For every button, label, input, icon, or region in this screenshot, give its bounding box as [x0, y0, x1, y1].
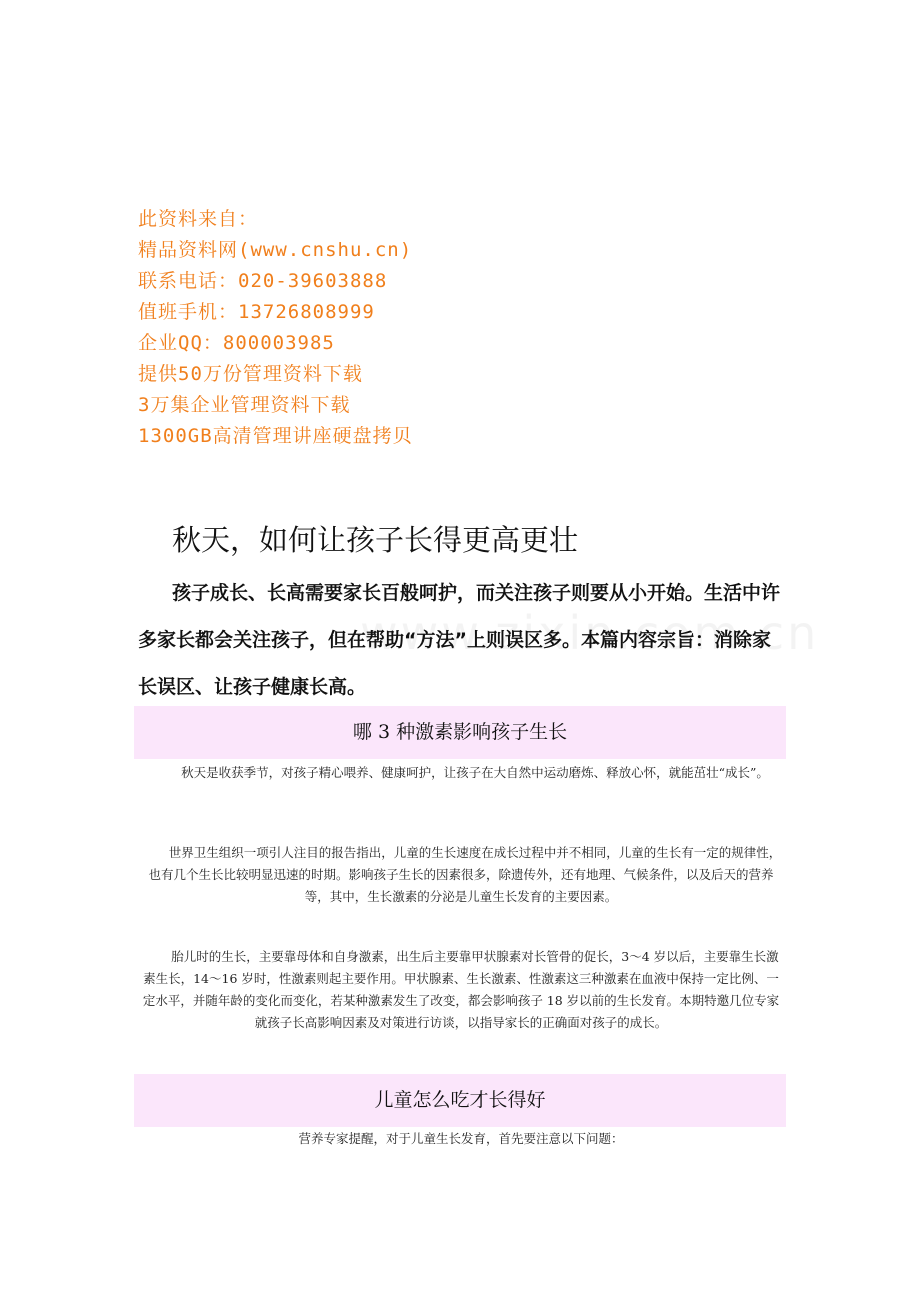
- paragraph-nutrition: 营养专家提醒，对于儿童生长发育，首先要注意以下问题：: [298, 1131, 624, 1146]
- promo-line-offer2: 3万集企业管理资料下载: [138, 394, 351, 416]
- promo-line-mobile: 值班手机：13726808999: [138, 301, 375, 323]
- promo-line-site: 精品资料网(www.cnshu.cn): [138, 239, 413, 261]
- section-heading-hormones: 哪 3 种激素影响孩子生长: [134, 706, 786, 759]
- promo-line-phone: 联系电话：020-39603888: [138, 270, 388, 292]
- paragraph-who-report: [140, 842, 782, 908]
- paragraph-autumn: [140, 762, 782, 784]
- paragraph-text: 秋天是收获季节，对孩子精心喂养、健康呵护，让孩子在大自然中运动磨炼、释放心怀，就能茁壮“成长”。: [181, 765, 769, 780]
- promo-line-qq: 企业QQ：800003985: [138, 332, 335, 354]
- paragraph-text: 胎儿时的生长，主要靠母体和自身激素，出生后主要靠甲状腺素对长管骨的促长，3～4 岁以后，主要靠生长激素生长，14～16 岁时，性激素则起主要作用。甲状腺素、生长激素、性激素这三种激素在血液中保持一定比例、一定水平，并随年龄的变化而变化，若某种激素发生了改变，都会影响孩子 18 岁以前的生长发育。本期特邀几位专家就孩子长高影响因素及对策进行访谈，以指导家长的正确面对孩子的成长。: [142, 949, 780, 1030]
- promo-block: [138, 204, 413, 452]
- article-intro: 孩子成长、长高需要家长百般呵护，而关注孩子则要从小开始。生活中许多家长都会关注孩子，但在帮助“方法”上则误区多。本篇内容宗旨：消除家长误区、让孩子健康长高。: [138, 582, 781, 698]
- paragraph-text: 世界卫生组织一项引人注目的报告指出，儿童的生长速度在成长过程中并不相同，儿童的生长有一定的规律性，也有几个生长比较明显迅速的时期。影响孩子生长的因素很多，除遗传外，还有地理、气候条件，以及后天的营养等，其中，生长激素的分泌是儿童生长发育的主要因素。: [148, 845, 782, 904]
- article-title: 秋天，如何让孩子长得更高更壮: [172, 523, 579, 557]
- section-heading-nutrition: 儿童怎么吃才长得好: [134, 1074, 786, 1127]
- promo-line-offer1: 提供50万份管理资料下载: [138, 363, 363, 385]
- paragraph-hormones: [140, 946, 782, 1034]
- promo-line-offer3: 1300GB高清管理讲座硬盘拷贝: [138, 425, 413, 447]
- promo-line-source: 此资料来自：: [138, 208, 259, 230]
